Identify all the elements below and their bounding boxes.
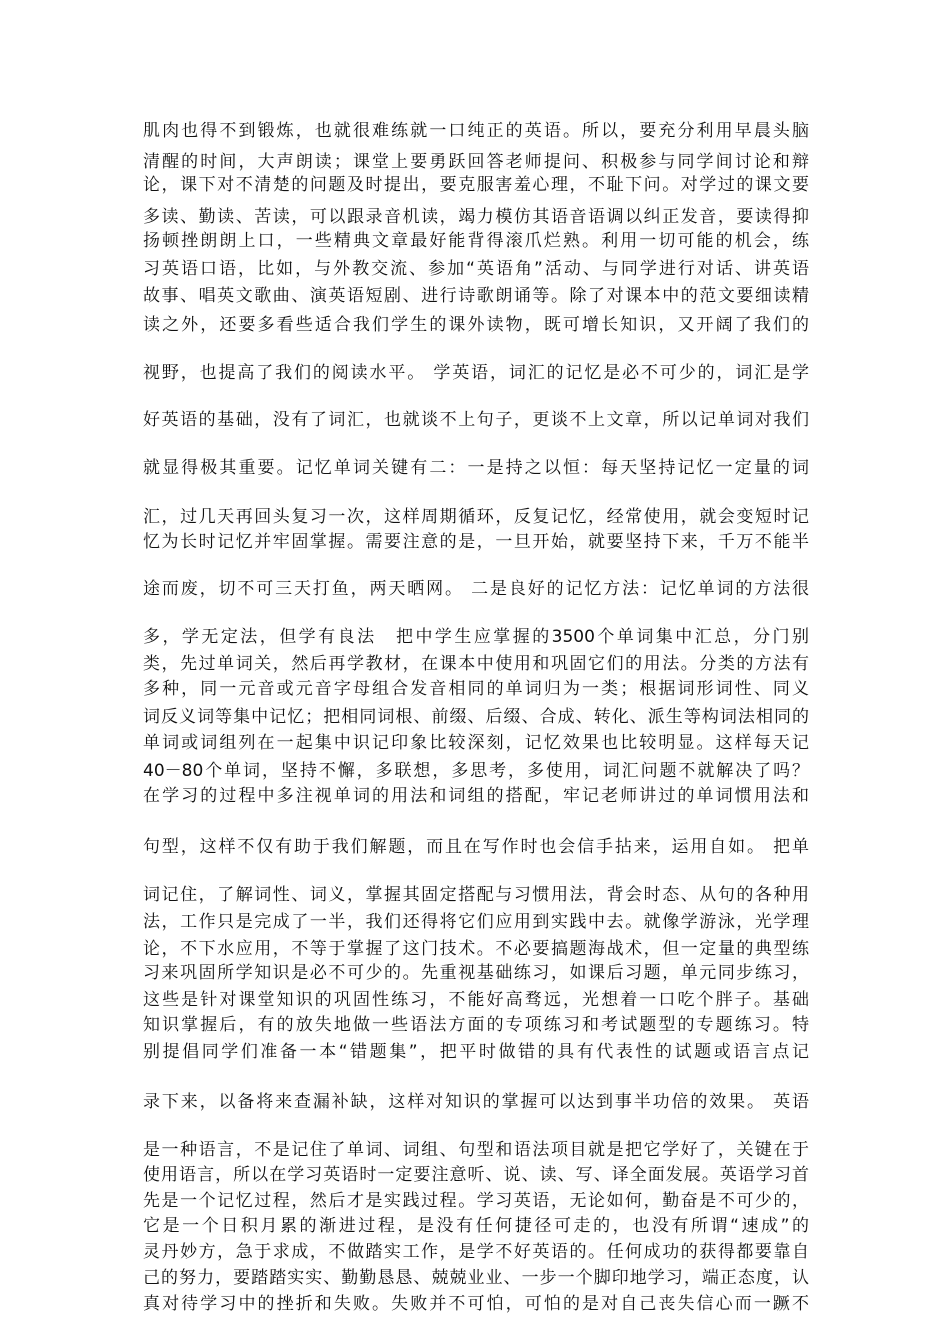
text-line: 论，不下水应用，不等于掌握了这门技术。不必要搞题海战术，但一定量的典型练 xyxy=(143,939,809,959)
text-line: 习来巩固所学知识是必不可少的。先重视基础练习，如课后习题，单元同步练习， xyxy=(143,963,809,983)
text-line: 肌肉也得不到锻炼，也就很难练就一口纯正的英语。所以，要充分利用早晨头脑 xyxy=(143,121,809,141)
text-line: 40－80个单词，坚持不懈，多联想，多思考，多使用，词汇问题不就解决了吗？ xyxy=(143,761,809,781)
text-line: 真对待学习中的挫折和失败。失败并不可怕，可怕的是对自己丧失信心而一蹶不 xyxy=(143,1294,809,1314)
text-line: 己的努力，要踏踏实实、勤勤恳恳、兢兢业业、一步一个脚印地学习，端正态度，认 xyxy=(143,1268,809,1288)
text-line: 它是一个日积月累的渐进过程，是没有任何捷径可走的，也没有所谓“速成”的 xyxy=(143,1216,809,1236)
text-line: 先是一个记忆过程，然后才是实践过程。学习英语，无论如何，勤奋是不可少的， xyxy=(143,1191,809,1211)
text-line: 读之外，还要多看些适合我们学生的课外读物，既可增长知识，又开阔了我们的 xyxy=(143,315,809,335)
text-line: 扬顿挫朗朗上口，一些精典文章最好能背得滚爪烂熟。利用一切可能的机会，练 xyxy=(143,231,809,251)
text-line: 视野，也提高了我们的阅读水平。 学英语，词汇的记忆是必不可少的，词汇是学 xyxy=(143,363,809,383)
text-line: 词反义词等集中记忆；把相同词根、前缀、后缀、合成、转化、派生等构词法相同的 xyxy=(143,707,809,727)
text-line: 途而废，切不可三天打鱼，两天晒网。 二是良好的记忆方法：记忆单词的方法很 xyxy=(143,579,809,599)
text-line: 清醒的时间，大声朗读；课堂上要勇跃回答老师提问、积极参与同学间讨论和辩 xyxy=(143,152,809,172)
text-line: 多读、勤读、苦读，可以跟录音机读，竭力模仿其语音语调以纠正发音，要读得抑 xyxy=(143,207,809,227)
text-line: 词记住，了解词性、词义，掌握其固定搭配与习惯用法，背会时态、从句的各种用 xyxy=(143,885,809,905)
text-line: 忆为长时记忆并牢固掌握。需要注意的是，一旦开始，就要坚持下来，千万不能半 xyxy=(143,532,809,552)
text-line: 灵丹妙方，急于求成，不做踏实工作，是学不好英语的。任何成功的获得都要靠自 xyxy=(143,1242,809,1262)
text-line: 多，学无定法，但学有良法 把中学生应掌握的3500个单词集中汇总，分门别 xyxy=(143,627,809,647)
text-line: 多种，同一元音或元音字母组合发音相同的单词归为一类；根据词形词性、同义 xyxy=(143,679,809,699)
text-line: 论，课下对不清楚的问题及时提出，要克服害羞心理，不耻下问。对学过的课文要 xyxy=(143,175,809,195)
text-line: 使用语言，所以在学习英语时一定要注意听、说、读、写、译全面发展。英语学习首 xyxy=(143,1165,809,1185)
text-line: 故事、唱英文歌曲、演英语短剧、进行诗歌朗诵等。除了对课本中的范文要细读精 xyxy=(143,286,809,306)
text-line: 句型，这样不仅有助于我们解题，而且在写作时也会信手拈来，运用自如。 把单 xyxy=(143,837,809,857)
text-line: 这些是针对课堂知识的巩固性练习，不能好高骛远，光想着一口吃个胖子。基础 xyxy=(143,990,809,1010)
text-line: 知识掌握后，有的放失地做一些语法方面的专项练习和考试题型的专题练习。特 xyxy=(143,1015,809,1035)
text-line: 就显得极其重要。记忆单词关键有二：一是持之以恒：每天坚持记忆一定量的词 xyxy=(143,458,809,478)
text-line: 类，先过单词关，然后再学教材，在课本中使用和巩固它们的用法。分类的方法有 xyxy=(143,654,809,674)
text-line: 好英语的基础，没有了词汇，也就谈不上句子，更谈不上文章，所以记单词对我们 xyxy=(143,410,809,430)
text-line: 录下来，以备将来查漏补缺，这样对知识的掌握可以达到事半功倍的效果。 英语 xyxy=(143,1092,809,1112)
text-line: 是一种语言，不是记住了单词、词组、句型和语法项目就是把它学好了，关键在于 xyxy=(143,1140,809,1160)
text-line: 法，工作只是完成了一半，我们还得将它们应用到实践中去。就像学游泳，光学理 xyxy=(143,912,809,932)
text-line: 汇，过几天再回头复习一次，这样周期循环，反复记忆，经常使用，就会变短时记 xyxy=(143,507,809,527)
text-line: 在学习的过程中多注视单词的用法和词组的搭配，牢记老师讲过的单词惯用法和 xyxy=(143,786,809,806)
text-line: 习英语口语，比如，与外教交流、参加“英语角”活动、与同学进行对话、讲英语 xyxy=(143,259,809,279)
text-line: 单词或词组列在一起集中识记印象比较深刻，记忆效果也比较明显。这样每天记 xyxy=(143,733,809,753)
text-line: 别提倡同学们准备一本“错题集”，把平时做错的具有代表性的试题或语言点记 xyxy=(143,1042,809,1062)
